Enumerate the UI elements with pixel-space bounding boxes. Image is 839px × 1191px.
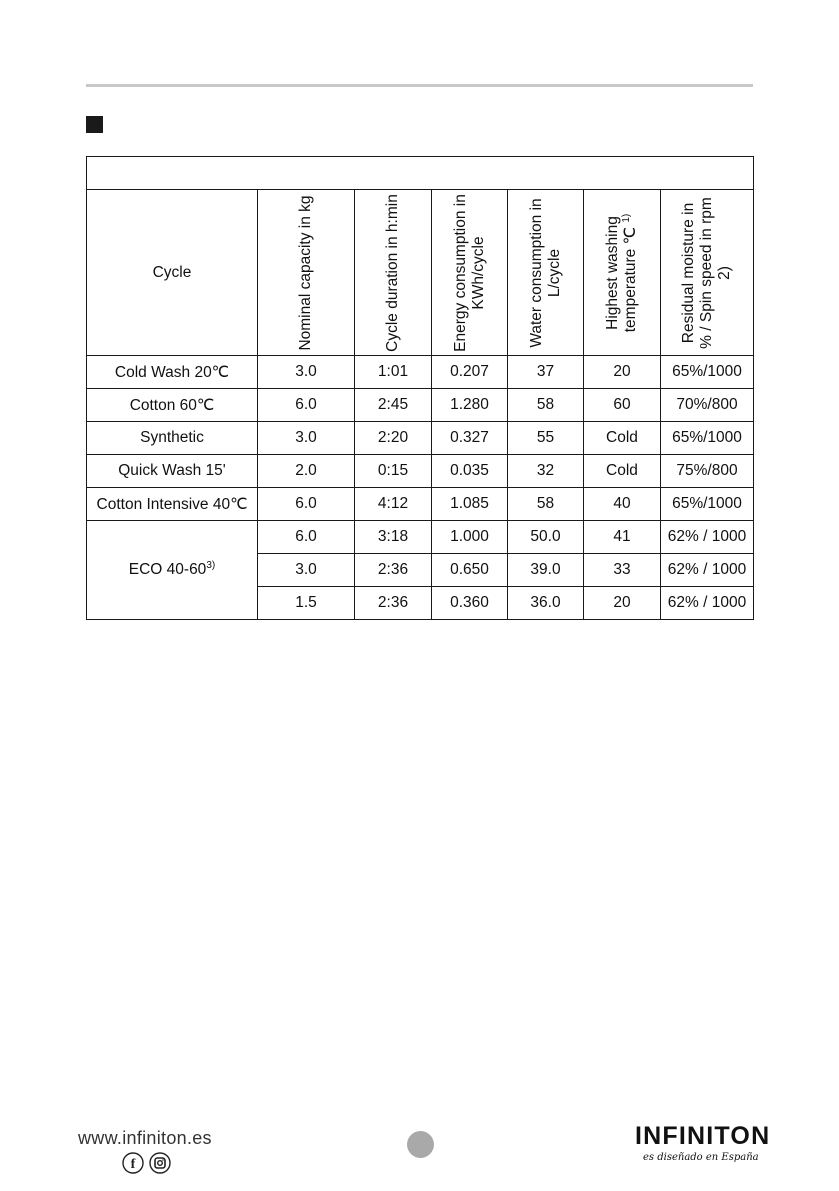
table-title (87, 157, 754, 190)
cell-water: 55 (508, 422, 584, 455)
brand-logo: INFINITON (635, 1122, 771, 1150)
header-capacity: Nominal capacity in kg (258, 190, 355, 356)
cell-temperature: 20 (584, 356, 661, 389)
cell-water: 32 (508, 455, 584, 488)
table-row (87, 422, 754, 455)
cell-capacity: 3.0 (258, 554, 355, 587)
table-row (87, 356, 754, 389)
section-marker-square (86, 116, 103, 133)
cell-capacity: 2.0 (258, 455, 355, 488)
cell-temperature: 41 (584, 521, 661, 554)
cell-energy: 1.085 (432, 488, 508, 521)
cell-energy: 0.327 (432, 422, 508, 455)
cell-duration: 2:36 (355, 587, 432, 620)
cell-water: 36.0 (508, 587, 584, 620)
cell-cycle: Cold Wash 20℃ (87, 356, 258, 389)
table-row (87, 389, 754, 422)
cell-moisture: 62% / 1000 (661, 554, 754, 587)
header-energy: Energy consumption in KWh/cycle (432, 190, 508, 356)
cell-moisture: 70%/800 (661, 389, 754, 422)
table-row (87, 488, 754, 521)
header-moisture: Residual moisture in % / Spin speed in rpm 2) (661, 190, 754, 356)
facebook-glyph: f (130, 1157, 136, 1172)
cell-energy: 0.650 (432, 554, 508, 587)
cell-temperature: 20 (584, 587, 661, 620)
cell-capacity: 6.0 (258, 389, 355, 422)
cell-moisture: 75%/800 (661, 455, 754, 488)
cell-capacity: 6.0 (258, 521, 355, 554)
cell-water: 58 (508, 488, 584, 521)
cell-duration: 3:18 (355, 521, 432, 554)
cell-temperature: 60 (584, 389, 661, 422)
cell-duration: 1:01 (355, 356, 432, 389)
cell-energy: 0.035 (432, 455, 508, 488)
cell-cycle: Cotton 60℃ (87, 389, 258, 422)
header-temperature: Highest washing temperature ℃ $^{1)}$ (584, 190, 661, 356)
cell-duration: 0:15 (355, 455, 432, 488)
cell-energy: 0.360 (432, 587, 508, 620)
cell-energy: 0.207 (432, 356, 508, 389)
facebook-icon[interactable] (122, 1152, 144, 1174)
instagram-icon[interactable] (149, 1152, 171, 1174)
cell-temperature: Cold (584, 455, 661, 488)
program-data-table (86, 156, 754, 620)
cell-duration: 2:20 (355, 422, 432, 455)
cell-cycle: Quick Wash 15' (87, 455, 258, 488)
header-cycle: Cycle (87, 190, 258, 356)
cell-moisture: 65%/1000 (661, 488, 754, 521)
footer-website[interactable]: www.infiniton.es (78, 1128, 212, 1148)
table-row-eco (87, 521, 754, 554)
cell-water: 39.0 (508, 554, 584, 587)
cell-capacity: 1.5 (258, 587, 355, 620)
cell-cycle-eco: ECO 40-60$^{3)}$ (87, 521, 258, 620)
cell-capacity: 6.0 (258, 488, 355, 521)
cell-water: 58 (508, 389, 584, 422)
top-rule (86, 84, 753, 87)
cell-moisture: 62% / 1000 (661, 587, 754, 620)
cell-duration: 2:45 (355, 389, 432, 422)
cell-temperature: 33 (584, 554, 661, 587)
cell-cycle: Cotton Intensive 40℃ (87, 488, 258, 521)
cell-water: 37 (508, 356, 584, 389)
cell-energy: 1.280 (432, 389, 508, 422)
header-duration: Cycle duration in h:min (355, 190, 432, 356)
table-header-row (87, 190, 754, 356)
page-number-badge (407, 1131, 434, 1158)
header-water: Water consumption in L/cycle (508, 190, 584, 356)
cell-duration: 4:12 (355, 488, 432, 521)
cell-temperature: 40 (584, 488, 661, 521)
cell-temperature: Cold (584, 422, 661, 455)
cell-energy: 1.000 (432, 521, 508, 554)
table-title-row (87, 157, 754, 190)
cell-capacity: 3.0 (258, 422, 355, 455)
cell-water: 50.0 (508, 521, 584, 554)
table-row (87, 455, 754, 488)
cell-duration: 2:36 (355, 554, 432, 587)
cell-moisture: 65%/1000 (661, 422, 754, 455)
brand-tagline: es diseñado en España (643, 1152, 759, 1163)
cell-capacity: 3.0 (258, 356, 355, 389)
cell-cycle: Synthetic (87, 422, 258, 455)
cell-moisture: 62% / 1000 (661, 521, 754, 554)
cell-moisture: 65%/1000 (661, 356, 754, 389)
